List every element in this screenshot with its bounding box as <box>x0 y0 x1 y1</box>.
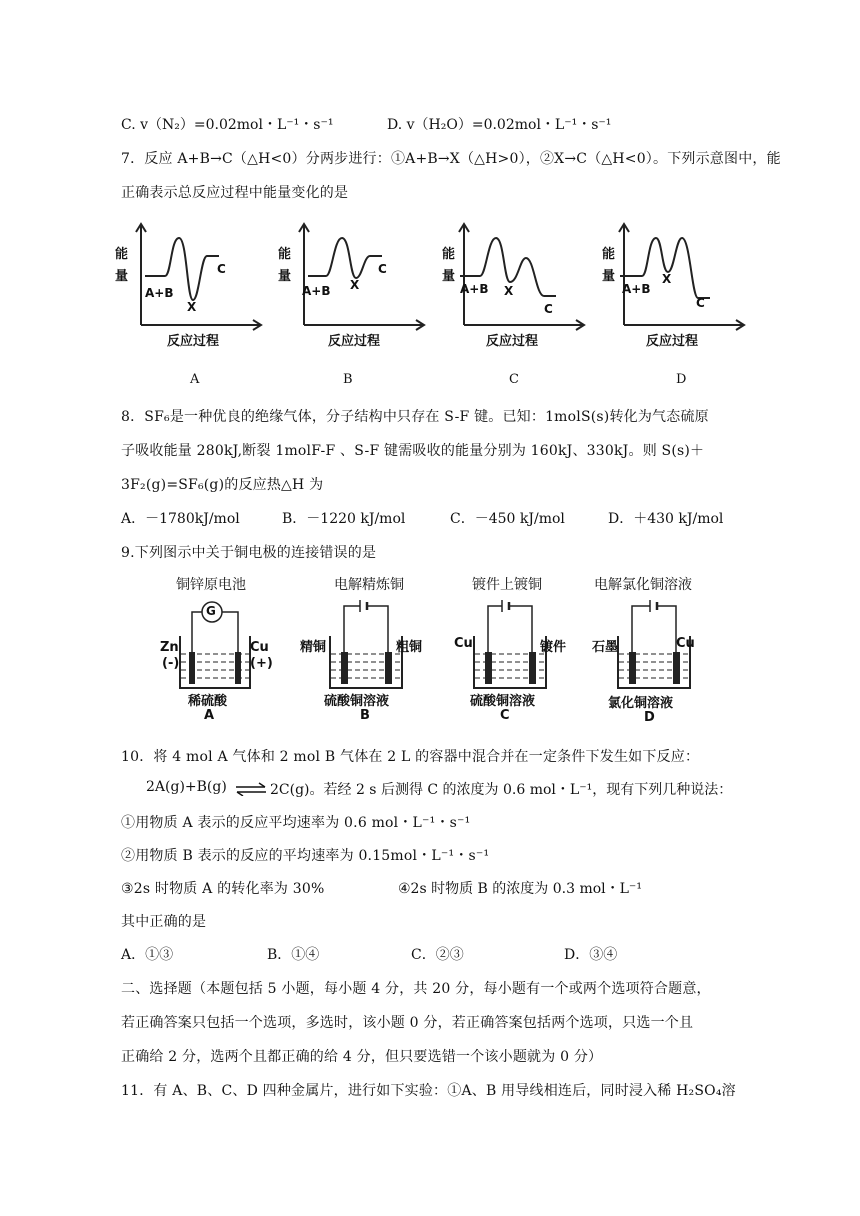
q10-statement-3: ③2s 时物质 A 的转化率为 30% <box>121 881 325 897</box>
x-axis-label: 反应过程 <box>646 334 699 349</box>
q11-stem-line1: 11．有 A、B、C、D 四种金属片，进行如下实验：①A、B 用导线相连后，同时浸入稀 H₂SO₄溶 <box>121 1083 736 1099</box>
q10-option-a: A．①③ <box>121 947 174 963</box>
cell-letter: B <box>360 708 370 723</box>
intermediate-label: X <box>662 272 672 286</box>
x-axis-label: 反应过程 <box>486 334 539 349</box>
y-axis-label: 能 量 <box>115 247 129 284</box>
reactants-label: A+B <box>460 282 489 296</box>
x-axis-label: 反应过程 <box>328 334 381 349</box>
section2-line1: 二、选择题（本题包括 5 小题，每小题 4 分，共 20 分，每小题有一个或两个选项符合题意， <box>121 981 711 997</box>
q10-statement-4: ④2s 时物质 B 的浓度为 0.3 mol・L⁻¹ <box>398 881 642 897</box>
q10-statement-2: ②用物质 B 表示的反应的平均速率为 0.15mol・L⁻¹・s⁻¹ <box>121 848 490 864</box>
q8-stem-line2: 子吸收能量 280kJ,断裂 1molF-F 、S-F 键需吸收的能量分别为 160kJ、330kJ。则 S(s)＋ <box>121 443 705 459</box>
cell-title: 镀件上镀铜 <box>472 577 542 593</box>
q8-option-a: A．－1780kJ/mol <box>121 511 240 527</box>
intermediate-label: X <box>350 278 360 292</box>
cell-letter: C <box>500 708 510 723</box>
y-axis-label: 能 量 <box>442 247 456 284</box>
product-label: C <box>378 262 387 276</box>
q8-stem-line3: 3F₂(g)=SF₆(g)的反应热△H 为 <box>121 477 324 493</box>
electro-cell-a <box>150 572 280 732</box>
q8-option-c: C．－450 kJ/mol <box>450 511 565 527</box>
galvanometer-label: G <box>206 604 216 618</box>
q8-option-d: D．＋430 kJ/mol <box>608 511 724 527</box>
graph-letter-b: B <box>343 372 353 387</box>
right-electrode-sign: (+) <box>250 656 273 671</box>
reactants-label: A+B <box>622 282 651 296</box>
product-label: C <box>544 302 553 316</box>
section2-line2: 若正确答案只包括一个选项，多选时，该小题 0 分，若正确答案包括两个选项，只选一个且 <box>121 1015 694 1031</box>
left-electrode-sign: (-) <box>162 656 180 671</box>
energy-graph-c <box>438 220 588 350</box>
cell-title: 电解精炼铜 <box>334 577 404 593</box>
q7-stem-line1: 7．反应 A+B→C（△H<0）分两步进行：①A+B→X（△H>0），②X→C（△H<0）。下列示意图中，能 <box>121 151 781 167</box>
q10-equation-left: 2A(g)+B(g) <box>146 779 227 795</box>
q10-option-c: C．②③ <box>411 947 464 963</box>
q6-option-d: D. v（H₂O）=0.02mol・L⁻¹・s⁻¹ <box>387 117 612 133</box>
product-label: C <box>217 262 226 276</box>
intermediate-label: X <box>504 284 514 298</box>
q6-option-c: C. v（N₂）=0.02mol・L⁻¹・s⁻¹ <box>121 117 334 133</box>
q8-option-b: B．－1220 kJ/mol <box>282 511 406 527</box>
q9-stem: 9.下列图示中关于铜电极的连接错误的是 <box>121 545 377 561</box>
q10-statement-1: ①用物质 A 表示的反应平均速率为 0.6 mol・L⁻¹・s⁻¹ <box>121 815 471 831</box>
right-electrode-label: Cu <box>250 640 269 655</box>
q10-equation-right: 2C(g)。若经 2 s 后测得 C 的浓度为 0.6 mol・L⁻¹，现有下列几种说法： <box>270 782 733 798</box>
section2-line3: 正确给 2 分，选两个且都正确的给 4 分，但只要选错一个该小题就为 0 分） <box>121 1049 603 1065</box>
q10-option-d: D．③④ <box>564 947 618 963</box>
intermediate-label: X <box>187 300 197 314</box>
cell-title: 铜锌原电池 <box>176 577 246 593</box>
right-electrode-label: 粗铜 <box>396 640 423 655</box>
solution-label: 硫酸铜溶液 <box>470 694 536 709</box>
equilibrium-arrow-icon <box>234 782 268 796</box>
electro-cell-d <box>592 572 732 732</box>
q10-ask: 其中正确的是 <box>121 914 207 930</box>
electro-cell-c <box>452 572 582 732</box>
right-electrode-label: Cu <box>676 636 695 651</box>
cell-title: 电解氯化铜溶液 <box>594 577 692 593</box>
reactants-label: A+B <box>145 286 174 300</box>
electro-cell-b <box>300 572 430 732</box>
solution-label: 硫酸铜溶液 <box>324 694 390 709</box>
graph-letter-a: A <box>190 372 200 387</box>
cell-letter: D <box>644 710 655 725</box>
x-axis-label: 反应过程 <box>167 334 220 349</box>
left-electrode-label: Zn <box>160 640 179 655</box>
q10-stem-line1: 10．将 4 mol A 气体和 2 mol B 气体在 2 L 的容器中混合并在一定条件下发生如下反应： <box>121 749 700 765</box>
solution-label: 氯化铜溶液 <box>608 696 674 711</box>
q10-option-b: B．①④ <box>267 947 320 963</box>
solution-label: 稀硫酸 <box>188 694 228 709</box>
right-electrode-label: 镀件 <box>540 640 567 655</box>
left-electrode-label: Cu <box>454 636 473 651</box>
left-electrode-label: 石墨 <box>592 640 619 655</box>
product-label: C <box>696 296 705 310</box>
cell-letter: A <box>204 708 215 723</box>
graph-letter-c: C <box>509 372 519 387</box>
energy-graph-a <box>115 220 265 350</box>
reactants-label: A+B <box>302 284 331 298</box>
q8-stem-line1: 8．SF₆是一种优良的绝缘气体，分子结构中只存在 S-F 键。已知：1molS(s)转化为气态硫原 <box>121 409 709 425</box>
q7-stem-line2: 正确表示总反应过程中能量变化的是 <box>121 185 349 201</box>
left-electrode-label: 精铜 <box>300 640 327 655</box>
y-axis-label: 能 量 <box>278 247 292 284</box>
energy-graph-d <box>598 220 748 350</box>
graph-letter-d: D <box>676 372 687 387</box>
energy-graph-b <box>278 220 428 350</box>
y-axis-label: 能 量 <box>602 247 616 284</box>
